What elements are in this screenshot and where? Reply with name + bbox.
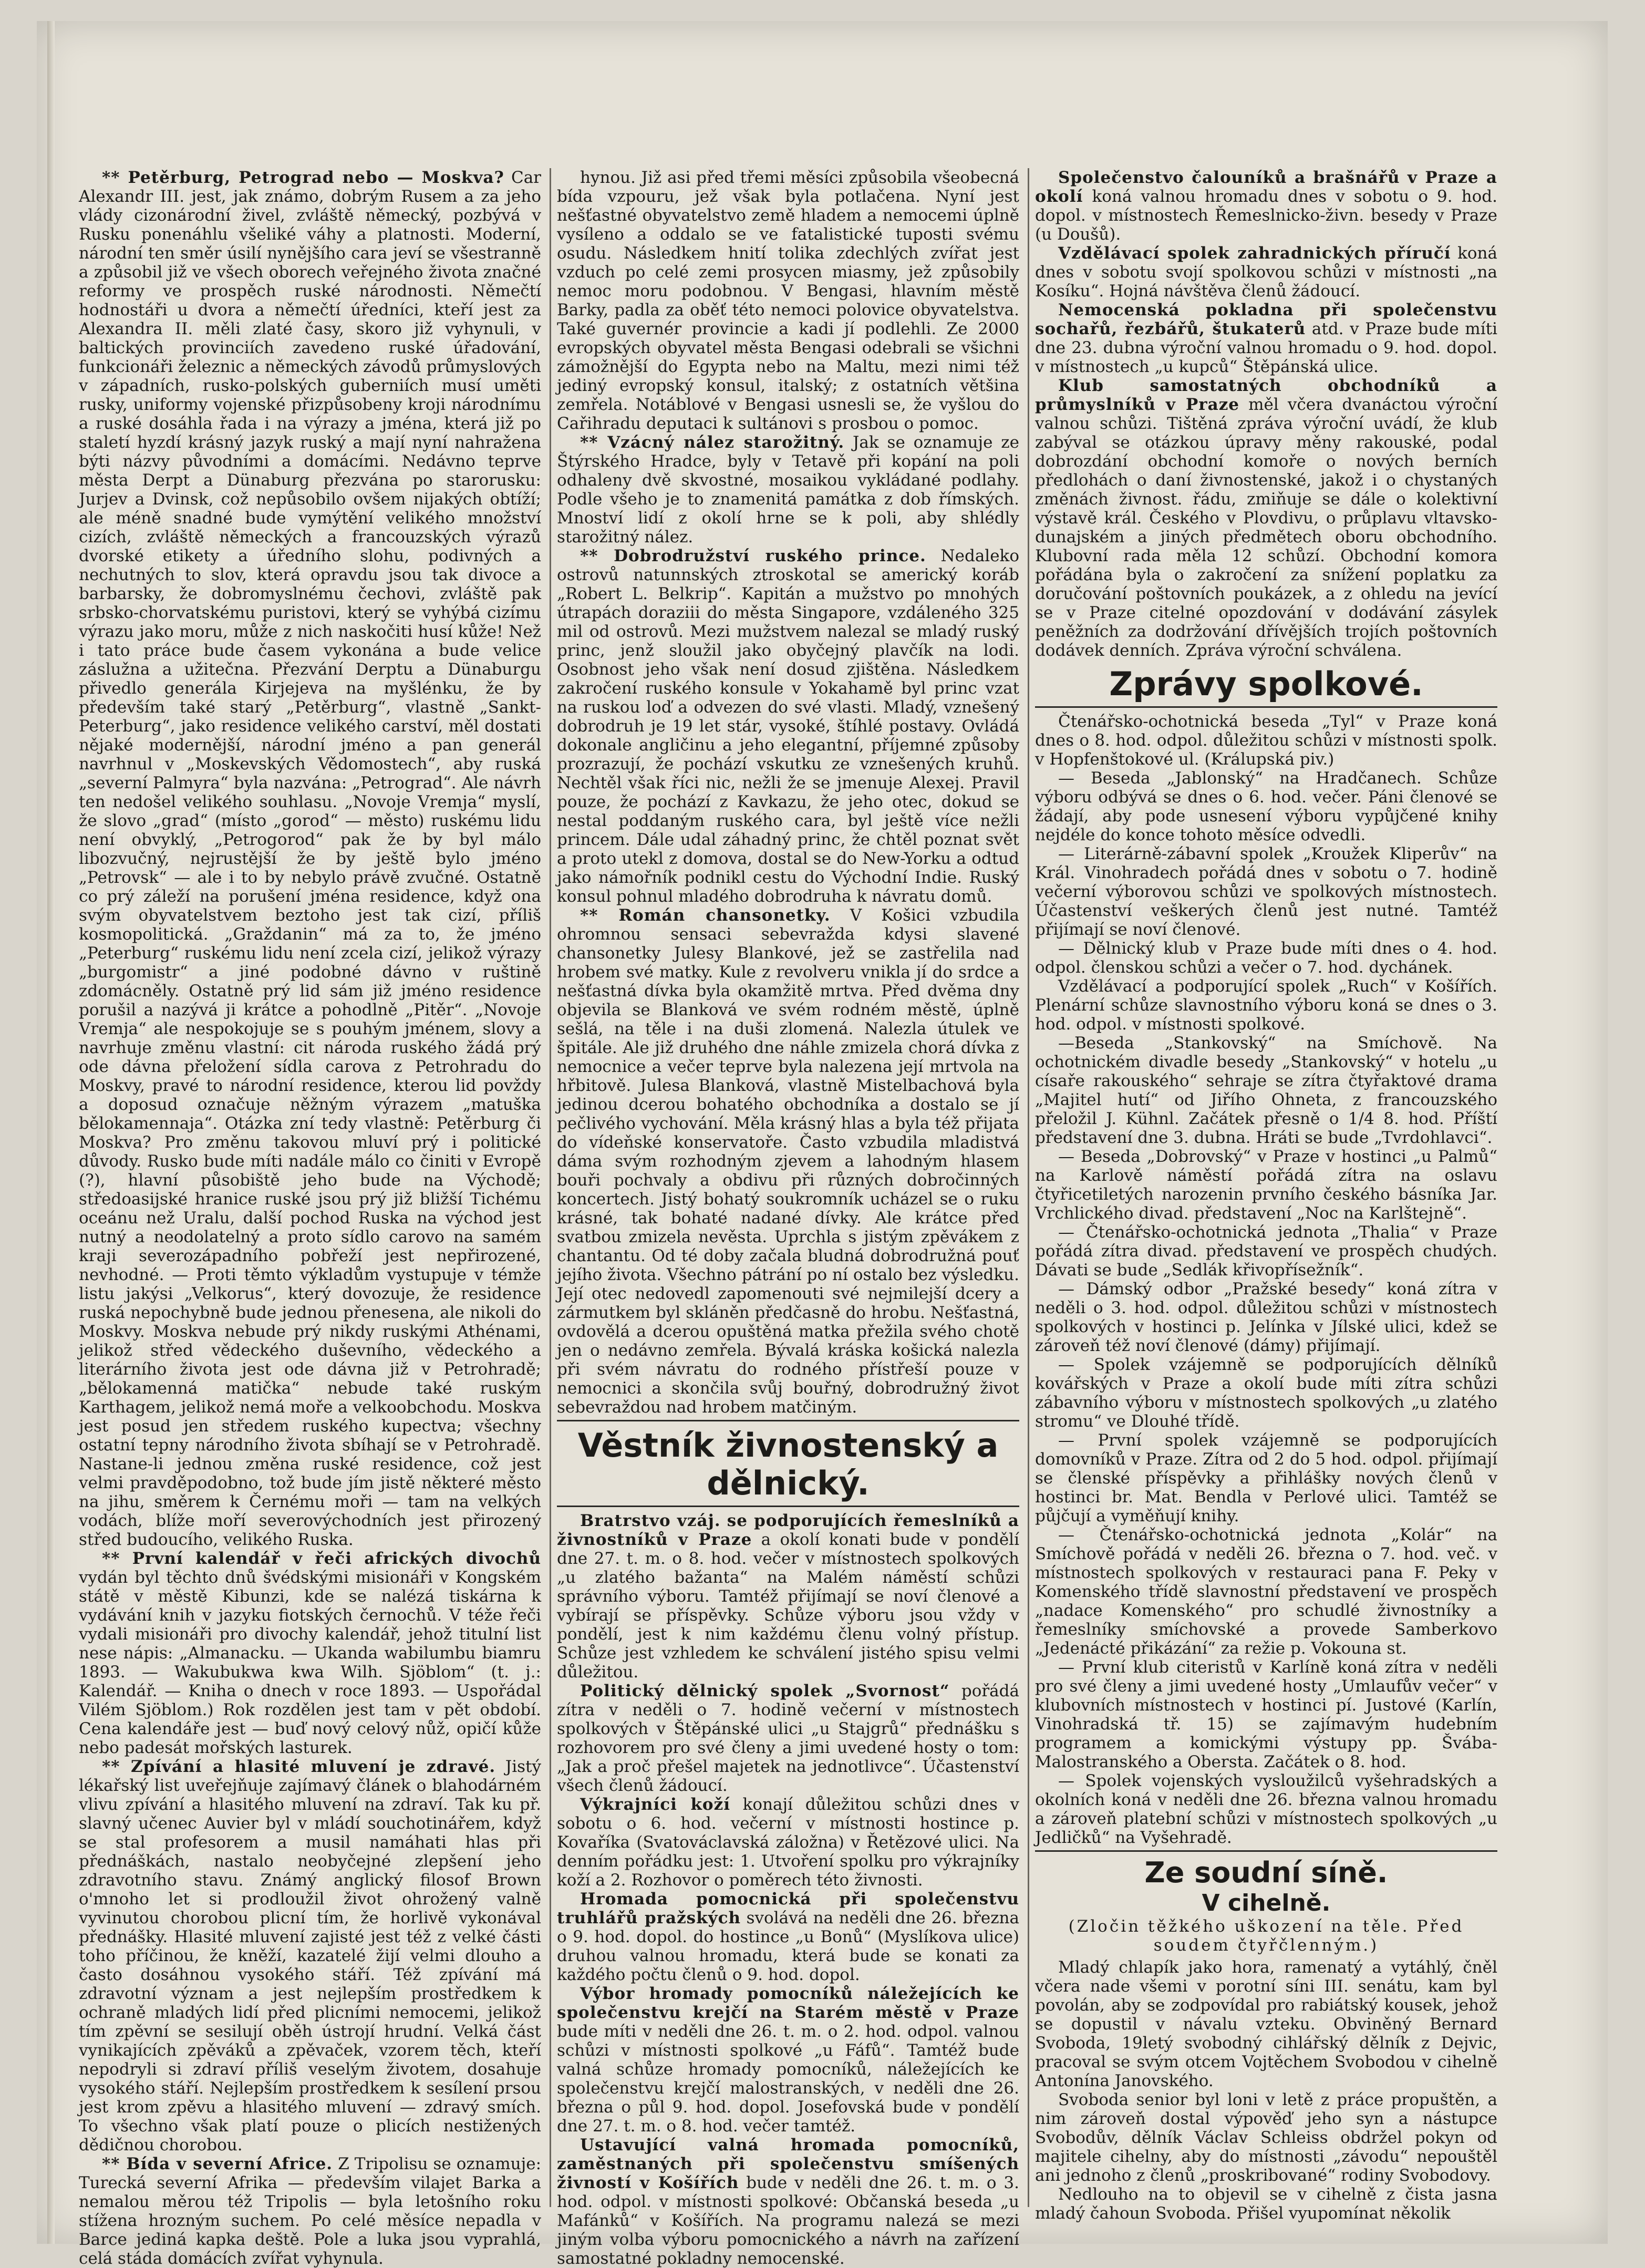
section-rule [557, 1506, 1019, 1507]
article-text: — Beseda „Jablonský“ na Hradčanech. Schůze výboru odbývá se dnes o 6. hod. večer. Páni členové se žádají, aby pode usnesení výboru vypůjčené knihy nejdéle do konce tohoto měsíce odvedli. [1035, 769, 1497, 844]
article-text: Mladý chlapík jako hora, ramenatý a vytáhlý, čněl včera nade všemi v porotní síni III. senátu, kam byl povolán, aby se zodpovídal pro rabiátský kousek, jehož se dopustil v návalu vzteku. Obviněný Bernard Svoboda, 19letý svobodný cihlářský dělník z Dejvic, pracoval se svým otcem Vojtěchem Svobodou v cihelně Antonína Janovského. [1035, 1958, 1497, 2090]
article-paragraph [79, 2154, 541, 2268]
article-lead: ** Román chansonetky. [580, 906, 831, 925]
section-rule [1035, 706, 1497, 708]
article-paragraph [1035, 712, 1497, 769]
article-text: — Literárně-zábavní spolek „Kroužek Kliperův“ na Král. Vinohradech pořádá dnes v sobotu o 7. hodině večerní výborovou schůzi ve spolkových místnostech. Účastenství veškerých členů jest nutné. Tamtéž přijímají se noví členové. [1035, 844, 1497, 939]
article-text: Jak se oznamuje ze Štýrského Hradce, byly v Tetavě při kopání na poli odhaleny dvě skvostné, mosaikou vykládané podlahy. Podle všeho je to znamenitá památka z dob římských. Mnoství lidí z okolí hrne se k poli, aby shlédly starožitný nález. [557, 433, 1019, 547]
article-paragraph [557, 906, 1019, 1417]
article-paragraph [1035, 939, 1497, 977]
article-text: bude míti v neděli dne 26. t. m. o 2. hod. odpol. valnou schůzi v místnosti spolkové „u Fáfů“. Tamtéž bude valná schůze hromady pomocníků, náležejících ke společenstvu krejčí malostranských, v neděli dne 26. března o půl 9. hod. dopol. Josefovská bude v pondělí dne 27. t. m. o 8. hod. večer tamtéž. [557, 2022, 1019, 2136]
column-3-court-report [1035, 1958, 1497, 2223]
article-text: Nedaleko ostrovů natunnských ztroskotal se americký koráb „Robert L. Belkrip“. Kapitán a mužstvo po mnohých útrapách doraziii do města Singapore, vzdáleného 325 mil od ostrovů. Mezi mužstvem nalezal se mladý ruský princ, jenž sloužil jako obyčejný plavčík na lodi. Osobnost jeho však není dosud zjištěna. Následkem zakročení ruského konsule v Yokahamě byl princ vzat na ruskou loď a odvezen do své vlasti. Mladý, vznešený dobrodruh je 19 let stár, vysoké, štíhlé postavy. Ovládá dokonale angličinu a jeho elegantní, příjemné způsoby prozrazují, že pochází vskutku ze vznešených kruhů. Nechtěl však říci nic, nežli že se jmenuje Alexej. Pravil pouze, že pochází z Kavkazu, že jeho otec, dokud se nestal poddaným ruského cara, byl ještě více nežli princem. Dále udal záhadný princ, že chtěl poznat svět a proto utekl z domova, dostal se do New-Yorku a odtud jako námořník podnikl cestu do Východní Indie. Ruský konsul pohnul mladého dobrodruha k návratu domů. [557, 547, 1020, 906]
article-title-cihelna: V cihelně. [1202, 1890, 1331, 1916]
article-text: pořádá zítra v neděli o 7. hodině večerní v místnostech spolkových v Štěpánské ulici „u Stajgrů“ přednášku s rozhovorem pro své členy a jimi uvedené hosty o tom: „Jak a proč přešel majetek na jednotlivce“. Účastenství všech členů žádoucí. [557, 1682, 1019, 1795]
column-2 [557, 168, 1019, 2268]
article-lead: Klub samostatných obchodníků a průmyslníků v Praze [1035, 376, 1497, 414]
article-text: svolává na neděli dne 26. března o 9. hod. dopol. do hostince „u Bonů“ (Myslíkova ulice) druhou valnou hromadu, která bude se konati za každého počtu členů o 9. hod. dopol. [557, 1909, 1019, 1984]
article-text: — Čtenářsko-ochotnická jednota „Kolár“ na Smíchově pořádá v neděli 26. března o 7. hod. več. v místnostech spolkových v restauraci pana F. Peky v Komenského třídě slavnostní představení ve prospěch „nadace Komenského“ pro schudlé živnostníky a řemeslníky smíchovské a provede Samberkovo „Jedenácté přikázání“ za režie p. Vokouna st. [1035, 1525, 1497, 1658]
article-text: koná valnou hromadu dnes v sobotu o 9. hod. dopol. v místnostech Řemeslnicko-živn. besedy v Praze (u Doušů). [1035, 187, 1497, 244]
column-2-articles [557, 168, 1019, 1417]
article-text: — První klub citeristů v Karlíně koná zítra v neděli pro své členy a jimi uvedené hosty „Umlaufův večer“ v klubovních místnostech v hostinci pí. Justové (Karlín, Vinohradská tř. 15) se zajímavým hudebním programem a komickými výstupy pp. Švába-Malostranského a Obersta. Začátek o 8. hod. [1035, 1658, 1497, 1771]
column-1 [79, 168, 541, 2268]
article-paragraph [557, 1682, 1019, 1795]
article-text: Nedlouho na to objevil se v cihelně z čista jasna mladý čahoun Svoboda. Přišel vyupomínat několik [1035, 2185, 1497, 2223]
page-fold-shadow [47, 21, 55, 2244]
article-paragraph [1035, 2185, 1497, 2223]
article-lead: Politický dělnický spolek „Svornost“ [580, 1682, 950, 1700]
article-lead: Společenstvo čalouníků a brašnářů v Praze a okolí [1035, 168, 1497, 206]
article-paragraph [1035, 1525, 1497, 1658]
article-lead: ** První kalendář v řeči afrických divochů [102, 1549, 541, 1568]
section-title-soudni: Ze soudní síně. [1144, 1856, 1388, 1889]
article-paragraph [557, 1984, 1019, 2136]
article-lead: ** Vzácný nález starožitný. [580, 433, 845, 452]
article-text: Čtenářsko-ochotnická beseda „Tyl“ v Praze koná dnes o 8. hod. odpol. důležitou schůzi v místnosti spolk. v Hopfenštokové ul. (Králupská piv.) [1035, 712, 1497, 769]
article-paragraph [1035, 376, 1497, 660]
article-paragraph [557, 168, 1019, 433]
article-lead: ** Bída v severní Africe. [102, 2154, 333, 2173]
article-paragraph [557, 547, 1019, 906]
article-text: — První spolek vzájemně se podporujících domovníků v Praze. Zítra od 2 do 5 hod. odpol. přijímají se členské příspěvky a přihlášky nových členů v hostinci br. Mat. Bendla v Perlové ulici. Tamtéž se půjčují a vyměňují knihy. [1035, 1431, 1497, 1525]
article-paragraph [557, 2136, 1019, 2268]
article-text: koná dnes v sobotu svojí spolkovou schůzi v místnosti „na Kosíku“. Hojná návštěva členů žádoucí. [1035, 244, 1497, 301]
article-text: hynou. Již asi před třemi měsíci způsobila všeobecná bída vzpouru, jež však byla potlačena. Nyní jest nešťastné obyvatelstvo země hladem a nemocemi úplně vysíleno a oddalo se ve fatalistické tuposti svému osudu. Následkem hnití tolika zdechlých zvířat jest vzduch po celé zemi prosycen miasmy, jež způsobily nemoc moru podobnou. V Bengasi, hlavním městě Barky, padla za oběť této nemoci polovice obyvatelstva. Také guvernér provincie a kadi jí podlehli. Ze 2000 evropských obyvatel města Bengasi odebrali se všichni zámožnější do Egypta nebo na Maltu, mezi nimi též jediný evropský konsul, italský; z ostatních většina zemřela. Notáblové v Bengasi usnesli se, že vyšlou do Cařihradu deputaci k sultánovi s prosbou o pomoc. [557, 168, 1019, 433]
article-paragraph [1035, 844, 1497, 939]
article-text: — Dámský odbor „Pražské besedy“ koná zítra v neděli o 3. hod. odpol. důležitou schůzi v místnostech spolkových v hostinci p. Jelínka v Jílské ulici, kdež se zároveň též noví členové (dámy) přijímají. [1035, 1280, 1497, 1355]
article-text: — Čtenářsko-ochotnická jednota „Thalia“ v Praze pořádá zítra divad. představení ve prospěch chudých. Dávati se bude „Sedlák křivopřísežník“. [1035, 1223, 1497, 1280]
article-lead: ** Petěrburg, Petrograd nebo — Moskva? [102, 168, 504, 187]
article-text: měl včera dvanáctou výroční valnou schůzi. Tištěná zpráva výroční uvádí, že klub zabýval se otázkou úpravy měny rakouské, podal dobrozdání obchodní komoře o nových berních předlohách o daní živnostenské, jakož i o chystaných změnách živnost. řádu, zmiňuje se dále o kolektivní výstavě král. Českého v Plovdivu, o průplavu vltavsko-dunajském a jiných předmětech oboru obchodního. Klubovní rada měla 12 schůzí. Obchodní komora pořádána byla o zakročení za snížení poplatku za doručování poštovních poukázek, a z ohledu na jevící se v Praze citelné opozdování v dodávání zásylek peněžních za dodržování dřívějších trojích poštovních dodávek denních. Zpráva výroční schválena. [1035, 395, 1497, 660]
section-rule [1035, 1850, 1497, 1852]
article-lead: Výbor hromady pomocníků náležejících ke společenstvu krejčí na Starém městě v Praze [557, 1984, 1019, 2022]
article-paragraph [1035, 1034, 1497, 1147]
article-lead: Hromada pomocnická při společenstvu truhlářů pražských [557, 1890, 1019, 1927]
article-text: Car Alexandr III. jest, jak známo, dobrým Rusem a za jeho vlády cizonárodní živel, zvláště německý, pozbývá v Rusku ponenáhlu všeliké váhy a platnosti. Moderní, národní ten směr úsilí nynějšího cara jeví se všestranně a způsobil již ve všech oborech veřejného života značné reformy ve prospěch ruské národnosti. Němečtí hodnostáři u dvora a němečtí úředníci, kteří jest za Alexandra II. měli zlaté časy, skoro již vyhynuli, v baltických provinciích zavedeno ruské úřadování, funkcionáři železnic a německých závodů průmyslových v západních, rusko-polských guberniích musí uměti rusky, uniformy vojenské přizpůsobeny kroji národnímu a ruské dosáhla řada i na výrazy a jména, která již po staletí hyzdí krásný jazyk ruský a mají nyní nahražena býti názvy původními a domácími. Nedávno teprve města Derpt a Dünaburg přezvána po starorusku: Jurjev a Dvinsk, což nepůsobilo ovšem nijakých obtíží; ale méně snadné bude vymýtění velikého množství cizích, zvláště německých a francouzských výrazů dvorské etikety a úředního slohu, podivných a nechutných to slov, která opravdu jsou tak divoce a barbarsky, že dobromyslnému čechovi, zvláště pak srbsko-chorvatskému puristovi, který se vyhýbá cizímu výrazu jako moru, může z nich naskočiti husí kůže! Než i tato práce bude časem vykonána a bude velice záslužna a užitečna. Přezvání Derptu a Dünaburgu přivedlo generála Kirjejeva na myšlénku, že by především také starý „Petěrburg“, vlastně „Sankt-Peterburg“, jako residence velikého carství, měl dostati nějaké modernější, národní jméno a pan generál navrhnul v „Moskevských Vědomostech“, aby ruská „severní Palmyra“ byla nazvána: „Petrograd“. Ale návrh ten nedošel velikého souhlasu. „Novoje Vremja“ myslí, že slovo „grad“ (místo „gorod“ — město) ruskému lidu není obvyklý, „Petrogorod“ pak že by byl málo libozvučný, nejrustější že by ještě bylo jméno „Petrovsk“ — ale i to by nebylo právě zvučné. Ostatně co prý záleží na porušení jména residence, když ona svým obyvatelstvem beztoho jest tak cizí, příliš kosmopolitická. „Graždanin“ má za to, že jméno „Peterburg“ ruskému lidu není zcela cizí, jelikož výrazy „burgomistr“ a jiné podobné dávno v ruštině zdomácněly. Ostatně prý lid sám již jméno residence porušil a nazývá ji krátce a pohodlně „Pitěr“. „Novoje Vremja“ ale nespokojuje se s pouhým jménem, slovy a navrhuje změnu vlastní: cit národa ruského žádá prý ode dávna přeložení sídla carova z Petrohradu do Moskvy, pravé to národní residence, kterou lid povždy a doposud označuje něžným výrazem „matuška bělokamennaja“. Otázka zní tedy vlastně: Petěrburg či Moskva? Pro změnu takovou mluví prý i politické důvody. Rusko bude míti nadále málo co činiti v Evropě (?), hlavní působiště jeho bude na Východě; středoasijské hranice ruské jsou prý již bližší Tichému oceánu než Uralu, další pochod Ruska na východ jest nutný a neodolatelný a proto sídlo carovo na samém kraji severozápadního pobřeží jest nepřirozené, nevhodné. — Proti těmto výkladům vystupuje v témže listu jakýsi „Velkorus“, který dovozuje, že residence ruská nepochybně bude jednou přenesena, ale nikoli do Moskvy. Moskva nebude prý nikdy ruskými Athénami, jelikož střed vědeckého duševního, vědeckého a literárního života jest ode dávna již v Petrohradě; „bělokamenná matička“ nebude také ruským Karthagem, jelikož nemá moře a velkoobchodu. Moskva jest posud jen středem ruského kupectva; všechny ostatní tepny národního života sbíhají se v Petrohradě. Nastane-li jednou změna ruské residence, což jest velmi pravděpodobno, tož bude jím jistě některé město na jihu, směrem k Černému moři — tam na velkých vodách, blíže moří severovýchodních jest přirozený střed budoucího, velikého Ruska. [79, 168, 542, 1549]
article-lead: ** Dobrodružství ruského prince. [580, 547, 926, 565]
article-text: Vzdělávací a podporující spolek „Ruch“ v Košířích. Plenární schůze slavnostního výboru koná se dnes o 3. hod. odpol. v místnosti spolkové. [1035, 977, 1497, 1034]
article-paragraph [557, 1511, 1019, 1682]
article-lead: Bratrstvo vzáj. se podporujících řemeslníků a živnostníků v Praze [557, 1511, 1019, 1549]
newspaper-page [79, 168, 1518, 2268]
article-paragraph [79, 1549, 541, 1757]
column-3-articles [1035, 168, 1497, 660]
article-text: vydán byl těchto dnů švédskými misionáři v Kongském státě v městě Kibunzi, kde se nalézá tiskárna k vydávání knih v jazyku fiotských černochů. V téže řeči vydali misionáři pro divochy kalendář, jehož titulní list nese nápis: „Almanacku. — Ukanda wabilumbu biamru 1893. — Wakubukwa kwa Wilh. Sjöblom“ (t. j.: Kalendář. — Kniha o dnech v roce 1893. — Uspořádal Vilém Sjöblom.) Rok rozdělen jest tam v pět období. Cena kalendáře jest — buď nový celový nůž, opičí kůže nebo padesát mořských lasturek. [79, 1568, 541, 1757]
article-paragraph [1035, 1431, 1497, 1525]
article-paragraph [1035, 1223, 1497, 1280]
article-text: V Košici vzbudila ohromnou sensaci sebevražda kdysi slavené chansonetky Julesy Blankové, jež se zastřelila nad hrobem své matky. Kule z revolveru vnikla jí do srdce a nešťastná dívka byla okamžitě mrtva. Před dvěma dny objevila se Blanková ve svém rodném městě, úplně sešlá, na těle i na duši zlomená. Nalezla útulek ve špitále. Ale již druhého dne náhle zmizela chorá dívka z nemocnice a večer teprve byla nalezena její mrtvola na hřbitově. Julesa Blanková, vlastně Mistelbachová byla jedinou dcerou bohatého obchodníka a dostalo se jí pečlivého vychování. Měla krásný hlas a byla též přijata do vídeňské konservatoře. Často vzbudila mladistvá dáma svým rozhodným zjevem a lahodným hlasem bouři pochvaly a obdivu při různých dobročinných koncertech. Jistý bohatý soukromník ucházel se o ruku krásné, tak bohaté nadané dívky. Ale krátce před svatbou zmizela nevěsta. Uprchla s jistým zpěvákem z chantantu. Od té doby začala bludná dobrodružná pouť jejího života. Všechno pátrání po ní ostalo bez výsledku. Její otec nedovedl zapomenouti své nejmilejší dcery a zármutkem byl skláněn předčasně do hrobu. Nešťastná, ovdovělá a dcerou opuštěná matka přežila svého chotě jen o nedávno zemřela. Bývalá kráska košická nalezla při svém návratu do rodného přístřeší pouze v nemocnici a skončila svůj bouřný, dobrodružný život sebevraždou nad hrobem matčiným. [557, 906, 1019, 1417]
section-title-zpravy: Zprávy spolkové. [1109, 665, 1423, 703]
column-3 [1035, 168, 1497, 2268]
article-text: — Dělnický klub v Praze bude míti dnes o 4. hod. odpol. členskou schůzi a večer o 7. hod. dychánek. [1035, 939, 1497, 977]
article-paragraph [557, 433, 1019, 547]
article-lead: ** Zpívání a hlasité mluvení je zdravé. [102, 1757, 496, 1776]
article-text: atd. v Praze bude míti dne 23. dubna výroční valnou hromadu o 9. hod. dopol. v místnostech „u kupců“ Štěpánská ulice. [1035, 319, 1497, 376]
article-paragraph [1035, 1771, 1497, 1847]
article-paragraph [1035, 1355, 1497, 1431]
article-text: — Spolek vzájemně se podporujících dělníků kovářských v Praze a okolí bude míti zítra schůzi zábavního výboru v místnostech spolkových „u zlatého stromu“ ve Dlouhé třídě. [1035, 1355, 1497, 1431]
article-paragraph [557, 1890, 1019, 1984]
article-lead: Ustavující valná hromada pomocníků, zaměstnaných při společenstvu smíšených živností v Košířích [557, 2136, 1019, 2192]
article-paragraph [557, 1795, 1019, 1890]
article-paragraph [1035, 1280, 1497, 1355]
article-lead: Výkrajníci koží [580, 1795, 730, 1814]
column-3-club-news [1035, 712, 1497, 1847]
section-rule [557, 1420, 1019, 1421]
article-paragraph [1035, 301, 1497, 376]
article-text: —Beseda „Stankovský“ na Smíchově. Na ochotnickém divadle besedy „Stankovský“ v hotelu „u císaře rakouského“ sehraje se zítra čtyřaktové drama „Majitel hutí“ od Jiřího Ohneta, z francouzského přeložil J. Kühnl. Začátek přesně o 1/4 8. hod. Příští představení dne 3. dubna. Hráti se bude „Tvrdohlavci“. [1035, 1034, 1497, 1147]
article-text: konají důležitou schůzi dnes v sobotu o 6. hod. večerní v místnosti hostince p. Kovaříka (Svatováclavská záložna) v Řetězové ulici. Na denním pořádku jest: 1. Utvoření spolku pro výkrajníky koží a 2. Rozhovor o poměrech této živnosti. [557, 1795, 1020, 1890]
article-text: Svoboda senior byl loni v letě z práce propuštěn, a nim zároveň dostal výpověď jeho syn a nástupce Svobodův, dělník Václav Schleiss obdržel pokyn od majitele cihelny, aby do místnosti „závodu“ nepouštěl ani jednoho z členů „proskribované“ rodiny Svobodovy. [1035, 2090, 1497, 2185]
article-paragraph [79, 168, 541, 1549]
section-title-vestnik: Věstník živnostenský a dělnický. [577, 1426, 999, 1502]
article-text: — Beseda „Dobrovský“ v Praze v hostinci „u Palmů“ na Karlově náměstí pořádá zítra na oslavu čtyřicetiletých narozenin prvního českého básníka Jar. Vrchlického divad. představení „Noc na Karlštejně“. [1035, 1147, 1497, 1223]
article-text: bude v neděli dne 26. t. m. o 3. hod. odpol. v místnosti spolkové: Občanská beseda „u Mafánků“ v Košířích. Na programu nalezá se mezi jiným volba výboru pomocnického a návrh na zařízení samostatné pokladny nemocenské. [557, 2173, 1020, 2268]
article-text: Jistý lékařský list uveřejňuje zajímavý článek o blahodárném vlivu zpívání a hlasitého mluvení na zdraví. Tak ku př. slavný učenec Auvier byl v mládí souchotinářem, když se stal profesorem a musil namáhati hlas při přednáškách, nastalo neobyčejné zlepšení jeho zdravotního stavu. Známý anglický filosof Brown o'mnoho let si prodloužil život ohrožený valně vyvinutou chorobou plicní tím, že horlivě vykonával přednášky. Hlasité mluvení zajisté jest též z velké části toho příčinou, že kněží, kazatelé žijí velmi dlouho a často dosáhnou vysokého stáří. Též zpívání má zdravotní význam a jest nejlepším prostředkem k ochraně mladých lidí před plicními nemocemi, jelikož tím zpěvní se sesilují oběh ústrojí hrudní. Velká část vynikajících zpěváků a zpěvaček, vzorem těch, kteří nepodryli si zdraví příliš veselým životem, dosahuje vysokého stáří. Nejlepším prostředkem k sesílení prsou jest krom zpěvu a hlasitého mluvení — zdravý smích. To všechno však platí pouze o plicích nestižených dědičnou chorobou. [79, 1757, 541, 2154]
article-deck-cihelna: (Zločin těžkého uškození na těle. Před soudem čtyřčlenným.) [1068, 1917, 1464, 1955]
article-paragraph [1035, 1658, 1497, 1771]
article-paragraph [1035, 769, 1497, 844]
article-paragraph [1035, 168, 1497, 244]
column-2-notices [557, 1511, 1019, 2268]
article-text: Z Tripolisu se oznamuje: Turecká severní Afrika — především vilajet Barka a nemalou měrou též Tripolis — byla letošního roku stížena hrozným suchem. Po celé měsíce nepadla v Barce jediná kapka deště. Pole a luka jsou vyprahlá, celá stáda domácích zvířat vyhynula. [79, 2154, 542, 2268]
article-lead: Nemocenská pokladna při společenstvu sochařů, řezbářů, štukaterů [1035, 301, 1497, 338]
article-paragraph [79, 1757, 541, 2154]
article-text: a okolí konati bude v pondělí dne 27. t. m. o 8. hod. večer v místnostech spolkových „u zlatého bažanta“ na Malém náměstí schůzi správního výboru. Tamtéž přijímají se noví členové a vybírají se příspěvky. Schůze výboru jsou vždy v pondělí, jest k nim každému členu volný přístup. Schůze jest vzhledem ke schválení jistého spisu velmi důležitou. [557, 1530, 1020, 1682]
article-paragraph [1035, 244, 1497, 301]
article-paragraph [1035, 1147, 1497, 1223]
article-paragraph [1035, 977, 1497, 1034]
article-paragraph [1035, 1958, 1497, 2090]
article-lead: Vzdělávací spolek zahradnických příručí [1058, 244, 1451, 263]
article-text: — Spolek vojenských vysloužilců vyšehradských a okolních koná v neděli dne 26. března valnou hromadu a zároveň platební schůzi v místnostech spolkových „u Jedličků“ na Vyšehradě. [1035, 1771, 1497, 1847]
article-paragraph [1035, 2090, 1497, 2185]
